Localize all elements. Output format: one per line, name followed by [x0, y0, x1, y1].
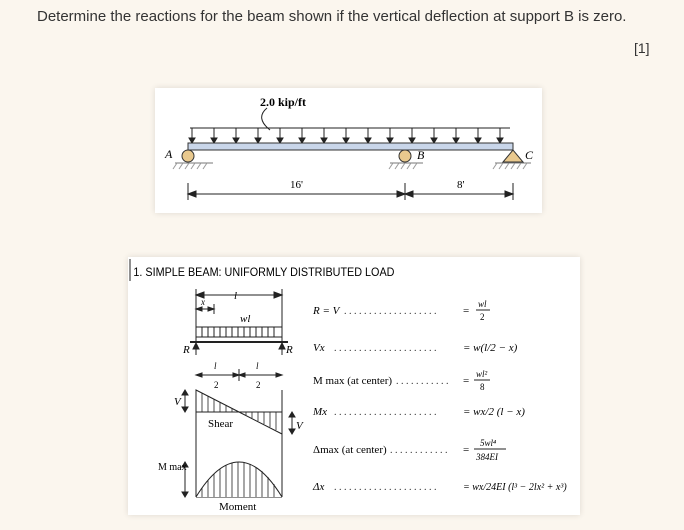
formula-4-den: 384EI — [476, 452, 498, 462]
moment-diagram — [182, 457, 282, 497]
formula-1-left: Vx — [313, 342, 325, 354]
svg-text:=: = — [463, 444, 470, 456]
half-span-1-num: l — [214, 361, 217, 371]
half-span-2-den: 2 — [256, 380, 261, 390]
support-c-pin — [503, 150, 523, 162]
formula-5-left: Δx — [313, 481, 325, 493]
formula-2-num: wl² — [476, 369, 488, 379]
formula-0-left: R = V — [313, 305, 340, 317]
marks-label: [1] — [634, 40, 650, 56]
svg-text:. . . . . . . . . . . . . . .: . . . . . . . . . . . . . . . . . . . . . — [334, 407, 437, 418]
formula-3-right: = wx/2 (l − x) — [463, 406, 525, 418]
formula-2-left: M max (at center) — [313, 375, 393, 387]
span-bc-label: 8' — [457, 179, 465, 191]
half-span-1-den: 2 — [214, 380, 219, 390]
support-b-label: B — [417, 148, 425, 162]
reaction-right-label: R — [286, 344, 293, 356]
shear-label: Shear — [208, 418, 234, 430]
support-b-roller — [399, 150, 411, 162]
wl-label: wl — [240, 313, 251, 325]
formula-1-right: = w(l/2 − x) — [463, 342, 518, 354]
support-a-roller — [182, 150, 194, 162]
svg-text:=: = — [463, 305, 470, 317]
formula-0-den: 2 — [480, 312, 485, 322]
svg-text:. . . . . . . . . . .: . . . . . . . . . . . — [396, 376, 449, 387]
support-a-label: A — [165, 147, 173, 161]
beam — [188, 143, 513, 150]
load-block — [196, 327, 282, 337]
svg-text:. . . . . . . . . . . . . . .: . . . . . . . . . . . . . . . . . . . . . — [334, 343, 437, 354]
shear-diagram — [182, 390, 295, 457]
svg-text:. . . . . . . . . . . .: . . . . . . . . . . . . — [390, 445, 448, 456]
question-text: Determine the reactions for the beam shown if the vertical deflection at support B is zero. — [37, 8, 627, 25]
load-label: 2.0 kip/ft — [260, 95, 307, 109]
formula-2-den: 8 — [480, 382, 485, 392]
svg-text:=: = — [463, 375, 470, 387]
svg-text:. . . . . . . . . . . . . . .: . . . . . . . . . . . . . . . . . . . . . — [334, 482, 437, 493]
reference-table-figure — [128, 257, 580, 515]
beam-figure — [155, 88, 542, 213]
formula-3-left: Mx — [313, 406, 328, 418]
support-c-label: C — [525, 148, 534, 162]
reaction-left-label: R — [183, 344, 190, 356]
formula-5-right: = wx/24EI (l³ − 2lx² + x³) — [463, 482, 567, 493]
moment-label: Moment — [219, 501, 257, 513]
formula-4-num: 5wl⁴ — [480, 438, 497, 448]
formula-4-left: Δmax (at center) — [313, 444, 387, 456]
shear-v-right: V — [296, 420, 303, 432]
svg-text:. . . . . . . . . . . . . . .: . . . . . . . . . . . . . . . . . . . — [344, 306, 437, 317]
half-span-2-num: l — [256, 361, 259, 371]
length-label: l — [234, 290, 238, 302]
distributed-load-arrows — [189, 128, 503, 143]
x-label: x — [201, 297, 205, 307]
span-ab-label: 16' — [290, 179, 303, 191]
mmax-label: M max — [158, 462, 187, 473]
shear-v-left: V — [174, 396, 181, 408]
formula-0-num: wl — [478, 299, 487, 309]
reference-title: 1. SIMPLE BEAM: UNIFORMLY DISTRIBUTED LOAD — [133, 266, 395, 280]
